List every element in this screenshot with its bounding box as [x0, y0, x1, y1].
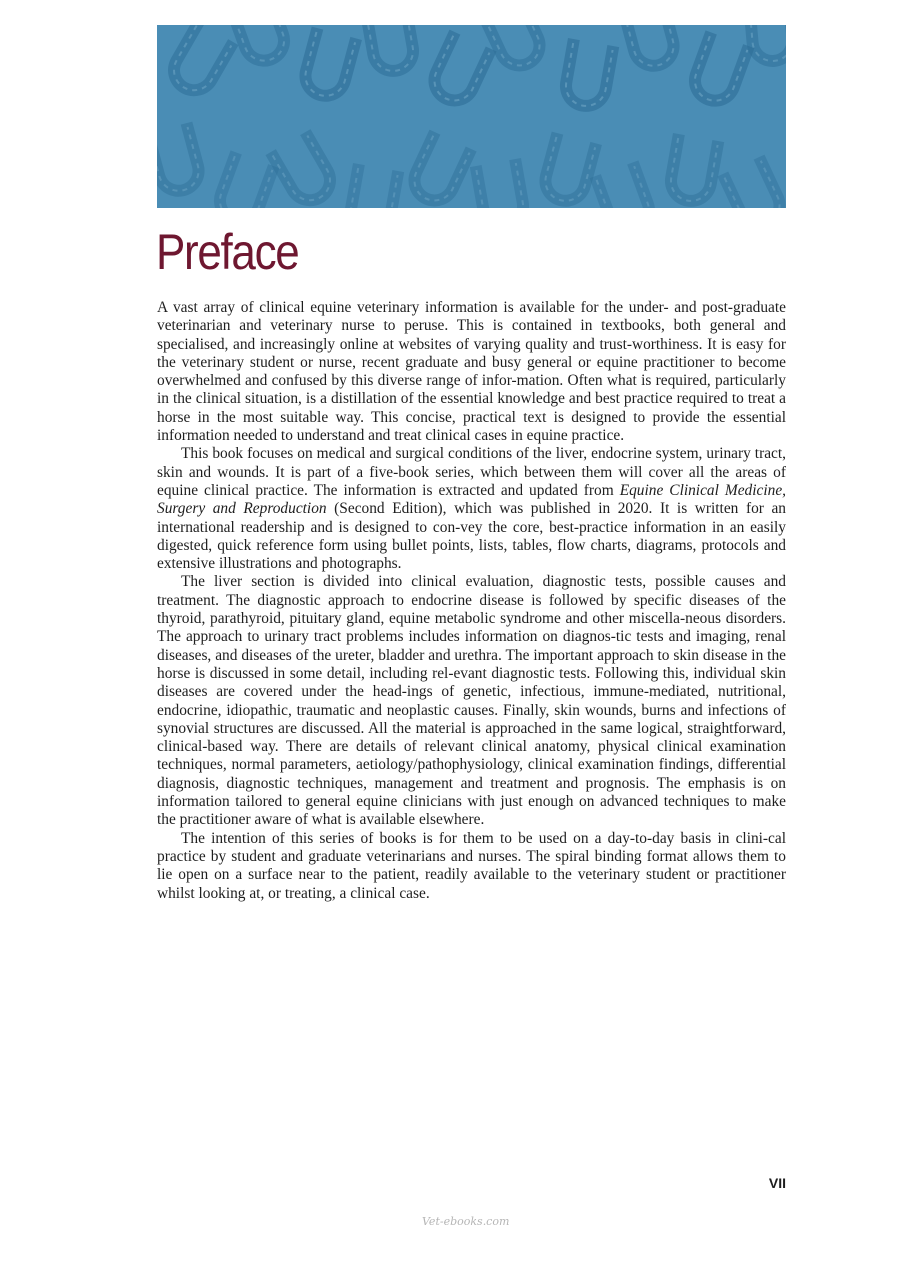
horseshoe-icon [400, 130, 477, 208]
paragraph [157, 445, 786, 573]
page-title: Preface [156, 224, 299, 280]
horseshoe-icon [341, 163, 404, 208]
horseshoe-icon [265, 129, 345, 208]
paragraph-text: The liver section is divided into clinical evaluation, diagnostic tests, possible causes and treatment. The diagnostic approach to endocrine disease is followed by specific diseases of the thyroid, parathyroid, pituitary gland, equine metabolic syndrome and other miscella-neous disorders. The approach to urinary tract problems includes information on diagnos-tic tests and imaging, renal diseases, and diseases of the ureter, bladder and urethra. The important approach to skin disease in the horse is discussed in some detail, including rel-evant diagnostic tests. Following this, individual skin diseases are covered under the head-ings of genetic, infectious, immune-mediated, nutritional, endocrine, idiopathic, traumatic and neoplastic causes. Finally, skin wounds, burns and infections of synovial structures are discussed. All the material is approached in the same logical, straightforward, clinical-based way. There are details of relevant clinical anatomy, physical clinical examination techniques, normal parameters, aetiology/pathophysiology, clinical examination findings, differential diagnosis, diagnostic techniques, management and treatment and prognosis. The emphasis is on information tailored to general equine clinicians with just enough on advanced techniques to make the practitioner aware of what is available elsewhere. [157, 573, 786, 829]
horseshoe-icon [360, 25, 423, 81]
paragraph-text: A vast array of clinical equine veterinary information is available for the under- and post-graduate veterinarian and veterinary nurse to peruse. This is contained in textbooks, both general and specialised, and increasingly online at websites of varying quality and trust-worthiness. It is easy for the veterinary student or nurse, recent graduate and busy general or equine practitioner to become overwhelmed and confused by this diverse range of infor-mation. Often what is required, particularly in the clinical situation, is a distillation of the essential knowledge and best practice required to treat a horse in the most suitable way. This concise, practical text is designed to provide the essential information needed to understand and treat clinical cases in equine practice. [157, 299, 786, 445]
horseshoe-icon [661, 133, 724, 208]
book-title: Equine Clinical Medicine, Surgery and Reproduction [157, 481, 786, 518]
paragraph-text: (Second Edition), which was published in 2020. It is written for an international readership and is designed to con-vey the core, best-practice information in an easily digested, quick reference form using bullet points, lists, tables, flow charts, diagrams, protocols and extensive illustrations and photographs. [157, 500, 786, 573]
horseshoe-icon [556, 38, 619, 116]
paragraph-text: This book focuses on medical and surgical conditions of the liver, endocrine system, urinary tract, skin and wounds. It is part of a five-book series, which between them will cover all the areas of equine clinical practice. The information is extracted and updated from [157, 445, 786, 499]
paragraph [157, 573, 786, 829]
paragraph [157, 299, 786, 445]
horseshoe-icon [420, 30, 497, 115]
horseshoe-icon [617, 25, 685, 78]
horseshoe-icon [470, 158, 533, 208]
horseshoe-icon [682, 30, 755, 114]
horseshoe-icon [157, 122, 210, 203]
paragraph [157, 830, 786, 903]
page-number: VII [768, 1175, 786, 1191]
horseshoe-icon [294, 27, 362, 108]
header-banner [157, 25, 786, 208]
horseshoe-icon [743, 25, 786, 69]
horseshoe-icon [590, 160, 663, 208]
horseshoe-pattern-icon [157, 25, 786, 208]
horseshoe-icon [158, 25, 238, 106]
horseshoe-icon [534, 132, 602, 208]
horseshoe-icon [717, 155, 786, 208]
watermark-logo: Vet-ebooks.com [422, 1215, 510, 1228]
paragraph-text: The intention of this series of books is for them to be used on a day-to-day basis in clini-cal practice by student and graduate veterinarians and nurses. The spiral binding format allows them to lie open on a surface near to the patient, readily available to the veterinary student or practitioner whilst looking at, or treating, a clinical case. [157, 829, 786, 902]
preface-body [157, 299, 786, 903]
